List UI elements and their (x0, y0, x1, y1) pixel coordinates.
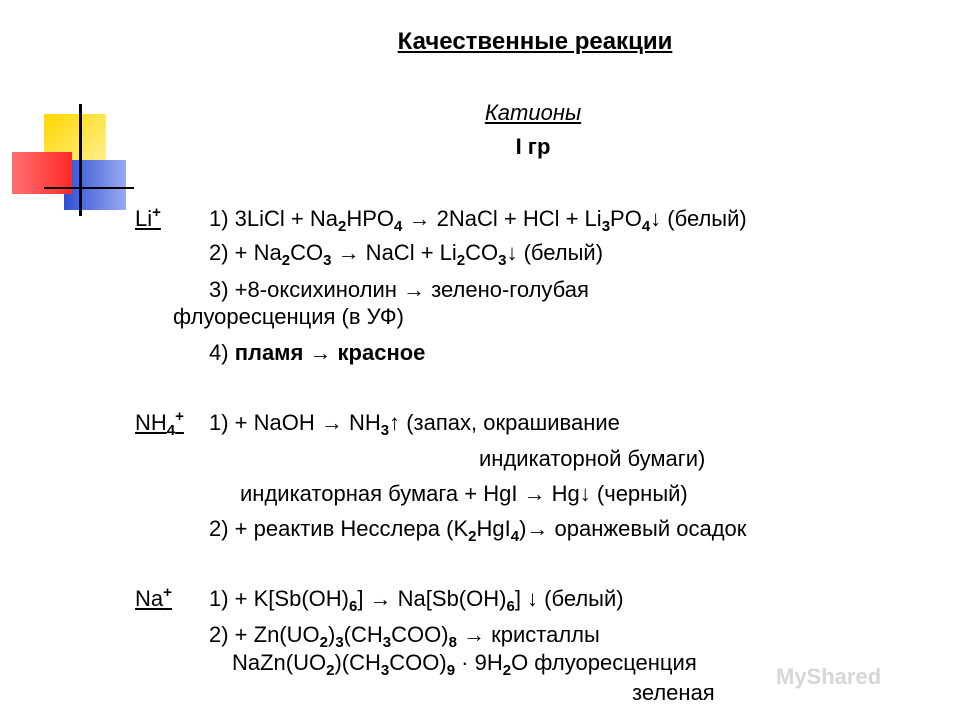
na-reaction-2c: зеленая (632, 680, 715, 705)
watermark: MyShared (776, 664, 882, 689)
decor-horizontal-line (44, 187, 134, 189)
ion-nh4-label (135, 408, 184, 439)
page-title: Качественные реакции (397, 28, 673, 55)
ion-li: Li+ (135, 204, 161, 231)
li-reaction-3a: 3) +8-оксихинолин → зелено-голубая (209, 277, 589, 302)
ion-na: Na+ (135, 584, 172, 611)
ion-li-label (135, 206, 161, 232)
group-label: I гр (515, 134, 551, 159)
section-subtitle: Катионы (484, 100, 582, 125)
li-reaction-3b: флуоресценция (в УФ) (173, 304, 404, 329)
na-reaction-2b: $NaZn(UO_2)(CH_3COO)_9 \cdot 9H_2O$ флуоресценция (232, 650, 697, 679)
decor-blue-square (64, 160, 126, 210)
li-reaction-4: 4) пламя → красное (209, 340, 426, 365)
li-reaction-2: $2) + Na_2CO_3$ → NaCl + $Li_2CO_3↓$ (белый) (209, 240, 604, 269)
nh4-reaction-1b: индикаторной бумаги) (479, 446, 706, 471)
nh4-reaction-1c: индикаторная бумага + HgI → Hg↓ (черный) (240, 481, 688, 506)
nh4-reaction-1a: 1) + NaOH → $NH_3↑$ (запах, окрашивание (209, 410, 620, 439)
li-reaction-1: 1) 3LiCl + $Na_2HPO_4$ → 2NaCl + HCl + $Li_3PO_4↓$ (белый) (209, 206, 747, 235)
nh4-reaction-2: 2) + реактив Несслера $(K_2HgI_4)\to$ оранжевый осадок (209, 516, 747, 545)
ion-nh4: $NH_4^+$ (135, 408, 184, 439)
na-reaction-1: $1) + K[Sb(OH)_6] \to Na[Sb(OH)_6]$ ↓ (белый) (209, 586, 624, 615)
ion-na-label (135, 586, 172, 612)
na-reaction-2a: $2) + Zn(UO_2)_3(CH_3COO)_8$ → кристаллы (209, 622, 600, 651)
